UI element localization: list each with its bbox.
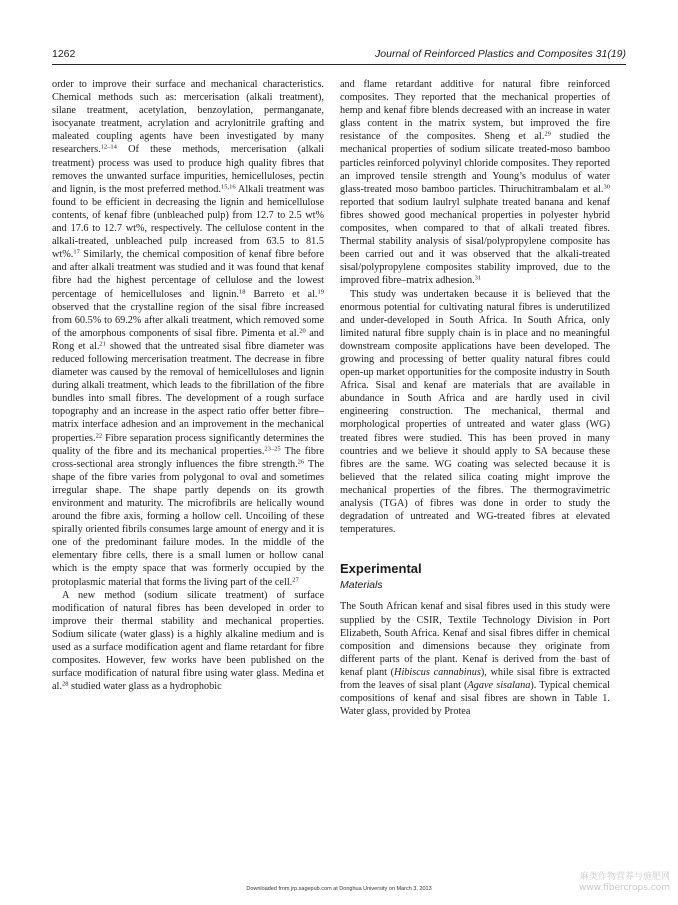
paragraph: A new method (sodium silicate treatment) of surface modification of natural fibres has been developed in order to improve their thermal stability and mechanical properties. Sodium silicate (water glass) is a highly alkaline medium and is used as a surface modification agent and flame retardant for fibre composites. However, few works have been published on the surface modification of natural fibre using water glass. Medina et al.$^{28}$ studied water glass as a hydrophobic (52, 589, 324, 693)
journal-title: Journal of Reinforced Plastics and Composites 31(19) (375, 48, 626, 60)
left-column (52, 78, 324, 693)
header-rule (52, 64, 626, 65)
download-footer: Downloaded from jrp.sagepub.com at Donghua University on March 3, 2013 (246, 886, 432, 892)
page-number: 1262 (52, 48, 76, 60)
paragraph: and flame retardant additive for natural fibre reinforced composites. They reported that the mechanical properties of hemp and kenaf fibre blends decreased with an increase in water glass content in the matrix system, but improved the fire resistance of the composites. Sheng et al.$^{29}$ studied the mechanical properties of sodium silicate treated-moso bamboo particles reinforced polyvinyl chloride composites. They reported an improved tensile strength and Young’s modulus of water glass-treated moso bamboo particles. Thiruchitrambalam et al.$^{30}$ reported that sodium laulryl sulphate treated banana and kenaf fibres showed good mechanical properties in polyester hybrid composites, when compared to that of alkali treated fibres. Thermal stability analysis of sisal/polypropylene composite has been carried out and it was observed that the alkali-treated sisal/polypropylene composites stability improved, due to the improved fibre–matrix adhesion.$^{31}$ (340, 79, 610, 287)
running-header (52, 46, 626, 62)
paragraph: order to improve their surface and mechanical characteristics. Chemical methods such as: mercerisation (alkali treatment), silane treatment, acetylation, benzoylation, permanganate, isocyanate treatment, acrylation and acrylonitrile grafting and maleated coupling agents have been investigated by many researchers.$^{12-14}$ Of these methods, mercerisation (alkali treatment) process was used to produce high quality fibres that removes the unwanted surface impurities, hemicelluloses, pectin and lignin, is the most preferred method.$^{15,16}$ Alkali treatment was found to be efficient in decreasing the lignin and hemicellulose contents, of kenaf fibre (unbleached pulp) from 12.7 to 2.5 wt% and 17.6 to 12.7 wt%, respectively. The cellulose content in the alkali-treated, unbleached pulp increased from 63.5 to 81.5 wt%.$^{17}$ Similarly, the chemical composition of kenaf fibre before and after alkali treatment was studied and it was found that kenaf fibre had the highest percentage of cellulose and the lowest percentage of hemicelluloses and lignin.$^{18}$ Barreto et al.$^{19}$ observed that the crystalline region of the sisal fibre increased from 60.5% to 69.2% after alkali treatment, which removed some of the amorphous components of sisal fibre. Pimenta et al.$^{20}$ and Rong et al.$^{21}$ showed that the untreated sisal fibre diameter was reduced following mercerisation treatment. The decrease in fibre diameter was caused by the removal of hemicelluloses and lignin during alkali treatment, which leads to the fibrillation of the fibre bundles into small fibres. The development of a rough surface topography and an increase in the aspect ratio offer better fibre–matrix interface adhesion and an improvement in the mechanical properties.$^{22}$ Fibre separation process significantly determines the quality of the fibre and its mechanical properties.$^{23-25}$ The fibre cross-sectional area strongly influences the fibre strength.$^{26}$ The shape of the fibre varies from polygonal to oval and sometimes irregular shape. The shape partly depends on its growth environment and maturity. The microfibrils are helically wound around the fibre axis, forming a hollow cell. Uncoiling of these spirally oriented fibrils consumes large amount of energy and it is one of the predominant failure modes. In the middle of the elementary fibre cells, there is a small lumen or hollow canal which is the empty space that was formerly occupied by the protoplasmic material that forms the living part of the cell.$^{27}$ (52, 79, 325, 588)
right-column (340, 78, 610, 718)
paragraph: This study was undertaken because it is believed that the enormous potential for cultivating natural fibres is underutilized and under-developed in South Africa. In South Africa, only limited natural fibre supply chain is in place and no meaningful downstream composite applications have been developed. The growing and processing of better quality natural fibres could open-up market opportunities for the composite industry in South Africa. Sisal and kenaf are materials that are available in abundance in South Africa and are hardly used in civil engineering construction. The mechanical, thermal and morphological properties of untreated and water glass (WG) treated fibres were studied. This has been proved in many countries and we believe it should apply to SA because these fibres are the same. WG coating was selected because it is believed that the related silica coating might improve the mechanical properties of the fibres. The thermogravimetric analysis (TGA) of fibres was done in order to study the degradation of untreated and WG-treated fibres at elevated temperatures. (340, 288, 610, 536)
subsection-heading: Materials (340, 579, 383, 592)
watermark: 麻类作物营养与施肥网 www.fibercrops.com (579, 872, 670, 893)
section-heading: Experimental (340, 561, 422, 577)
paragraph: The South African kenaf and sisal fibres used in this study were supplied by the CSIR, Textile Technology Division in Port Elizabeth, South Africa. Kenaf and sisal fibres differ in chemical composition and dimensions because they originate from different parts of the plant. Kenaf is derived from the bast of kenaf plant (Hibiscus cannabinus), while sisal fibre is extracted from the leaves of sisal plant (Agave sisalana). Typical chemical compositions of kenaf and sisal fibres are shown in Table 1. Water glass, provided by Protea (340, 601, 611, 718)
